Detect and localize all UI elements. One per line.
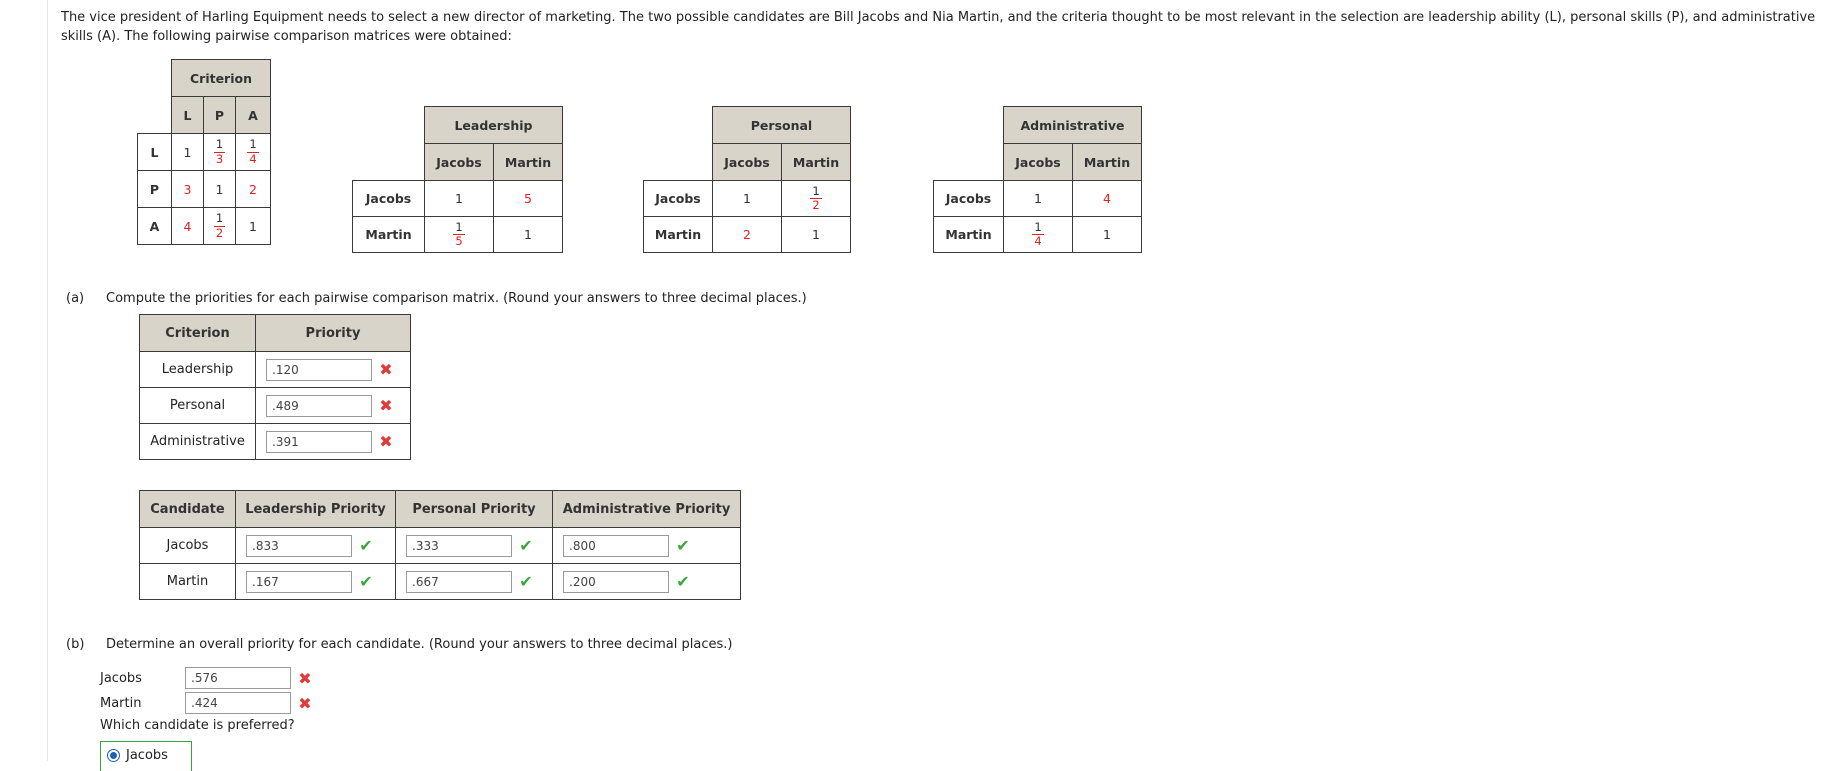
matrix-cell [425, 181, 494, 217]
administrative-priority-input-jacobs[interactable]: .800 [563, 535, 669, 557]
matrix-cell [782, 181, 851, 217]
matrix-cell [204, 171, 236, 208]
criterion-label: Leadership [140, 352, 256, 388]
matrix-value: 1 [743, 191, 751, 206]
fraction [214, 139, 225, 165]
fraction-numerator: 1 [812, 183, 820, 198]
answer-cell [256, 424, 411, 460]
col-header-administrative-priority: Administrative Priority [553, 491, 741, 528]
answer-wrap [396, 571, 552, 593]
check-icon: ✔ [519, 572, 533, 591]
x-icon: ✖ [298, 693, 312, 713]
row-header-martin: Martin [353, 217, 425, 253]
fraction-numerator: 1 [1034, 219, 1042, 234]
answer-wrap [256, 395, 410, 417]
fraction [1032, 219, 1043, 248]
col-header-a: A [236, 97, 271, 134]
part-b-label: (b) [66, 637, 85, 652]
matrix-row [934, 217, 1142, 253]
fraction-numerator: 1 [249, 137, 257, 151]
fraction [214, 213, 225, 239]
col-header-martin: Martin [782, 144, 851, 181]
part-a-prompt: Compute the priorities for each pairwise comparison matrix. (Round your answers to three decimal places.) [106, 291, 807, 306]
row-header-p: P [138, 171, 172, 208]
matrix-cell [1073, 181, 1142, 217]
col-header-jacobs: Jacobs [713, 144, 782, 181]
personal-matrix-title: Personal [713, 107, 851, 144]
preferred-option-jacobs[interactable] [100, 741, 192, 771]
matrix-cell [1073, 217, 1142, 253]
table-row [140, 388, 411, 424]
fraction-denominator: 3 [215, 151, 224, 166]
col-header-jacobs: Jacobs [1004, 144, 1073, 181]
priority-input-leadership[interactable]: .120 [266, 359, 372, 381]
matrix-cell [713, 181, 782, 217]
matrix-cell [204, 134, 236, 171]
overall-priority-label: Jacobs [100, 670, 142, 686]
answer-cell [236, 528, 396, 564]
matrix-value: 2 [249, 181, 257, 197]
fraction-denominator: 2 [812, 198, 820, 212]
answer-cell [553, 564, 741, 600]
matrix-cell [172, 208, 204, 245]
answer-cell [256, 352, 411, 388]
matrix-value: 1 [249, 218, 257, 234]
answer-wrap [396, 535, 552, 557]
matrix-value: 1 [1103, 227, 1111, 242]
overall-priority-input-martin[interactable]: .424 [185, 692, 291, 714]
x-icon: ✖ [379, 432, 393, 451]
answer-cell [553, 528, 741, 564]
col-header-l: L [172, 97, 204, 134]
fraction-denominator: 4 [249, 151, 257, 166]
table-row [140, 424, 411, 460]
matrix-row [138, 171, 271, 208]
matrix-cell [1004, 217, 1073, 253]
criterion-priority-table [139, 314, 411, 460]
row-header-l: L [138, 134, 172, 171]
fraction-numerator: 1 [215, 137, 224, 151]
leadership-matrix-title: Leadership [425, 107, 563, 144]
preferred-question: Which candidate is preferred? [100, 718, 295, 733]
row-header-martin: Martin [644, 217, 713, 253]
answer-cell [396, 564, 553, 600]
matrix-value: 5 [524, 191, 532, 206]
x-icon: ✖ [379, 396, 393, 415]
answer-wrap [236, 571, 395, 593]
part-a-label: (a) [66, 291, 85, 306]
matrix-value: 1 [812, 227, 820, 242]
matrix-value: 4 [1103, 191, 1111, 206]
priority-input-administrative[interactable]: .391 [266, 431, 372, 453]
row-header-jacobs: Jacobs [934, 181, 1004, 217]
fraction [453, 219, 464, 248]
criterion-label: Administrative [140, 424, 256, 460]
personal-priority-input-jacobs[interactable]: .333 [406, 535, 512, 557]
matrix-cell [494, 217, 563, 253]
answer-wrap [553, 571, 740, 593]
problem-intro: The vice president of Harling Equipment needs to select a new director of marketing. The two possible candidates are Bill Jacobs and Nia Martin, and the criteria thought to be most relevant in the selection are leadership ability (L), personal skills (P), and administrative skills (A). The following pairwise comparison matrices were obtained: [61, 10, 1816, 44]
col-header-priority: Priority [256, 315, 411, 352]
content-left-rule [47, 0, 48, 761]
answer-wrap [256, 431, 410, 453]
col-header-candidate: Candidate [140, 491, 236, 528]
matrix-cell [713, 217, 782, 253]
matrix-value: 1 [1034, 191, 1042, 206]
overall-priority-row-martin [100, 692, 315, 714]
answer-cell [236, 564, 396, 600]
answer-cell [256, 388, 411, 424]
matrix-row [644, 181, 851, 217]
matrix-cell [172, 134, 204, 171]
leadership-priority-input-jacobs[interactable]: .833 [246, 535, 352, 557]
matrix-cell [204, 208, 236, 245]
matrix-cell [236, 171, 271, 208]
leadership-priority-input-martin[interactable]: .167 [246, 571, 352, 593]
answer-wrap [553, 535, 740, 557]
matrix-value: 1 [183, 144, 192, 160]
matrix-cell [425, 217, 494, 253]
check-icon: ✔ [519, 536, 533, 555]
fraction-denominator: 4 [1034, 234, 1042, 248]
administrative-matrix-title: Administrative [1004, 107, 1142, 144]
matrix-row [138, 134, 271, 171]
x-icon: ✖ [298, 668, 312, 688]
priority-input-personal[interactable]: .489 [266, 395, 372, 417]
col-header-martin: Martin [1073, 144, 1142, 181]
criterion-matrix-title: Criterion [172, 60, 271, 97]
matrix-value: 4 [183, 218, 192, 234]
col-header-martin: Martin [494, 144, 563, 181]
col-header-criterion: Criterion [140, 315, 256, 352]
matrix-cell [1004, 181, 1073, 217]
row-header-jacobs: Jacobs [353, 181, 425, 217]
fraction-denominator: 2 [215, 225, 224, 240]
fraction [247, 139, 258, 165]
x-icon: ✖ [379, 360, 393, 379]
fraction-numerator: 1 [455, 219, 463, 234]
col-header-p: P [204, 97, 236, 134]
col-header-personal-priority: Personal Priority [396, 491, 553, 528]
matrix-value: 1 [524, 227, 532, 242]
administrative-priority-input-martin[interactable]: .200 [563, 571, 669, 593]
matrix-value: 1 [215, 181, 224, 197]
candidate-label: Martin [140, 564, 236, 600]
matrix-row [934, 181, 1142, 217]
matrix-value: 1 [455, 191, 463, 206]
criterion-label: Personal [140, 388, 256, 424]
check-icon: ✔ [359, 536, 373, 555]
radio-selected-icon[interactable] [107, 749, 120, 762]
candidate-priority-table [139, 490, 741, 600]
candidate-label: Jacobs [140, 528, 236, 564]
matrix-row [138, 208, 271, 245]
row-header-a: A [138, 208, 172, 245]
col-header-jacobs: Jacobs [425, 144, 494, 181]
col-header-leadership-priority: Leadership Priority [236, 491, 396, 528]
table-row [140, 352, 411, 388]
matrix-cell [782, 217, 851, 253]
part-a-prompt-row [66, 291, 807, 306]
leadership-matrix [352, 106, 563, 253]
answer-cell [396, 528, 553, 564]
table-row [140, 528, 741, 564]
row-header-martin: Martin [934, 217, 1004, 253]
matrix-cell [494, 181, 563, 217]
check-icon: ✔ [359, 572, 373, 591]
check-icon: ✔ [676, 536, 690, 555]
matrix-cell [236, 208, 271, 245]
administrative-matrix [933, 106, 1142, 253]
preferred-option-label: Jacobs [126, 748, 168, 763]
matrix-cell [236, 134, 271, 171]
matrix-value: 3 [183, 181, 192, 197]
criterion-matrix [137, 59, 271, 245]
personal-priority-input-martin[interactable]: .667 [406, 571, 512, 593]
fraction-denominator: 5 [455, 234, 463, 248]
fraction-numerator: 1 [215, 211, 224, 225]
matrix-row [353, 181, 563, 217]
table-row [140, 564, 741, 600]
overall-priority-label: Martin [100, 695, 142, 711]
answer-wrap [236, 535, 395, 557]
row-header-jacobs: Jacobs [644, 181, 713, 217]
overall-priority-input-jacobs[interactable]: .576 [185, 667, 291, 689]
matrix-row [353, 217, 563, 253]
matrix-value: 2 [743, 227, 751, 242]
overall-priority-row-jacobs [100, 667, 315, 689]
check-icon: ✔ [676, 572, 690, 591]
matrix-row [644, 217, 851, 253]
answer-wrap [256, 359, 410, 381]
personal-matrix [643, 106, 851, 253]
fraction [810, 183, 821, 212]
matrix-cell [172, 171, 204, 208]
part-b-prompt-row [66, 637, 732, 652]
part-b-prompt: Determine an overall priority for each candidate. (Round your answers to three decimal places.) [106, 637, 733, 652]
